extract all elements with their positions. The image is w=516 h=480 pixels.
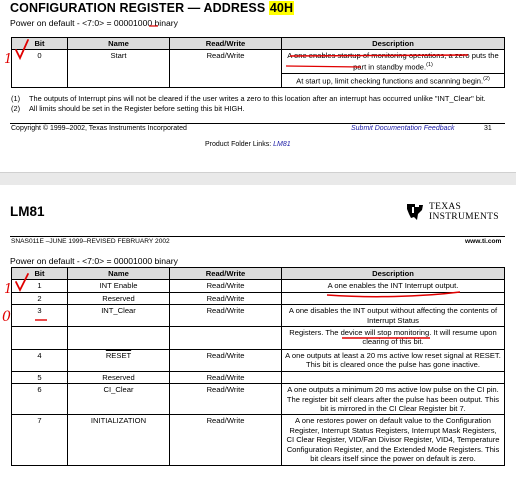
- cell-rw: Read/Write: [170, 305, 282, 327]
- table-row: [12, 280, 505, 292]
- header-rule: [10, 236, 505, 237]
- header-rw: Read/Write: [170, 38, 282, 50]
- cell-bit: 2: [12, 292, 68, 304]
- cell-rw: Read/Write: [170, 415, 282, 465]
- cell-description: [282, 371, 505, 383]
- ti-wordmark-line2: INSTRUMENTS: [429, 212, 499, 222]
- footnote-1: [11, 94, 501, 103]
- cell-description: Registers. The device will stop monitoring. It will resume upon clearing of this bit.: [282, 327, 505, 350]
- feedback-link[interactable]: Submit Documentation Feedback: [351, 125, 455, 132]
- ti-wordmark-line1: TEXAS: [429, 202, 462, 212]
- doc-id: SNAS011E –JUNE 1999–REVISED FEBRUARY 2002: [11, 238, 170, 245]
- handwritten-mark-bit0: 1: [4, 52, 13, 67]
- table-row: [12, 371, 505, 383]
- power-on-default: Power on default - <7:0> = 00001000 binary: [10, 256, 178, 266]
- cell-rw: Read/Write: [170, 384, 282, 415]
- header-rw: Read/Write: [170, 268, 282, 280]
- cell-name: [68, 280, 170, 292]
- footnotes: [11, 94, 501, 113]
- ti-logo-icon: [404, 201, 426, 223]
- register-title: [10, 1, 294, 15]
- footnote-num: (2): [11, 104, 21, 113]
- config-register-table-2: [11, 267, 505, 466]
- cell-bit: 5: [12, 371, 68, 383]
- table-row: [12, 50, 505, 73]
- description-text: At start up, limit checking functions and scanning begin.: [296, 76, 484, 86]
- part-number: LM81: [10, 204, 45, 219]
- description-text: A one enables startup of monitoring operations, a zero puts the part in standby mode.: [287, 51, 499, 72]
- cell-description: [282, 292, 505, 304]
- footnote-2: [11, 104, 501, 113]
- handwritten-mark-bit1: 1: [4, 282, 13, 297]
- table-row: [12, 415, 505, 465]
- config-register-table-1: [11, 37, 505, 88]
- cell-description: A one outputs a minimum 20 ms active low pulse on the CI pin. The register bit self clears after the pulse has been output. This bit is mirrored in the CI Clear Register bit 7.: [282, 384, 505, 415]
- header-name: Name: [68, 268, 170, 280]
- cell-name: Reserved: [68, 371, 170, 383]
- int-enable-name: INT Enable: [99, 281, 138, 291]
- product-folder-label: Product Folder Links:: [205, 141, 274, 148]
- table-header-row: [12, 268, 505, 280]
- cell-description: A one enables the INT Interrupt output.: [282, 280, 505, 292]
- header-description: Description: [282, 268, 505, 280]
- header-bit: Bit: [12, 38, 68, 50]
- product-folder-link[interactable]: LM81: [273, 141, 291, 148]
- cell-description: A one outputs at least a 20 ms active low reset signal at RESET. This bit is cleared once the pulse has gone inactive.: [282, 350, 505, 372]
- reset-name: RESET: [105, 351, 132, 361]
- handwritten-mark-bit3: 0: [2, 309, 11, 325]
- cell-rw: Read/Write: [170, 280, 282, 292]
- cell-rw: [170, 327, 282, 350]
- cell-bit: 7: [12, 415, 68, 465]
- page-number: 31: [484, 125, 492, 132]
- footnote-text: The outputs of Interrupt pins will not be cleared if the user writes a zero to this location after an interrupt has occurred unlike "INT_Clear" bit.: [29, 94, 486, 103]
- cell-description: [282, 50, 505, 73]
- header-name: Name: [68, 38, 170, 50]
- ti-wordmark: [429, 202, 499, 222]
- cell-name: [68, 350, 170, 372]
- cell-name: INT_Clear: [68, 305, 170, 327]
- cell-rw: Read/Write: [170, 50, 282, 87]
- header-description: Description: [282, 38, 505, 50]
- table-row: [12, 292, 505, 304]
- cell-description: A one disables the INT output without affecting the contents of Interrupt Status: [282, 305, 505, 327]
- cell-name: CI_Clear: [68, 384, 170, 415]
- cell-bit: [12, 327, 68, 350]
- register-address: 40H: [269, 1, 294, 15]
- table-row: [12, 384, 505, 415]
- page-separator: [0, 172, 516, 185]
- cell-bit: 1: [12, 280, 68, 292]
- table-header-row: [12, 38, 505, 50]
- cell-bit: 6: [12, 384, 68, 415]
- cell-name: [68, 327, 170, 350]
- cell-name: Reserved: [68, 292, 170, 304]
- footnote-ref: (1): [426, 61, 433, 68]
- footer-rule: [10, 123, 505, 124]
- cell-rw: Read/Write: [170, 350, 282, 372]
- table-row: [12, 350, 505, 372]
- cell-rw: Read/Write: [170, 371, 282, 383]
- cell-name: Start: [68, 50, 170, 87]
- footnote-text: All limits should be set in the Register before setting this bit HIGH.: [29, 104, 245, 113]
- ti-logo: [404, 200, 504, 226]
- cell-name: INITIALIZATION: [68, 415, 170, 465]
- cell-rw: Read/Write: [170, 292, 282, 304]
- header-bit: Bit: [12, 268, 68, 280]
- site-url[interactable]: www.ti.com: [465, 238, 502, 245]
- footnote-ref: (2): [483, 75, 490, 82]
- register-title-text: CONFIGURATION REGISTER — ADDRESS: [10, 1, 269, 15]
- footnote-num: (1): [11, 94, 21, 103]
- cell-bit: 3: [12, 305, 68, 327]
- copyright: Copyright © 1999–2002, Texas Instruments Incorporated: [11, 125, 187, 132]
- power-on-default: Power on default - <7:0> = 00001000 binary: [10, 18, 178, 28]
- table-row: [12, 305, 505, 327]
- cell-description: A one restores power on default value to the Configuration Register, Interrupt Status Registers, Interrupt Mask Registers, CI Clear Register, VID/Fan Divisor Register, VID4, Temperature Configuration Register, and the Extended Mode Registers. This bit clears itself since the power on default is zero.: [282, 415, 505, 465]
- cell-bit: 4: [12, 350, 68, 372]
- cell-bit: 0: [12, 50, 68, 87]
- product-folder: [205, 141, 291, 148]
- table-row: [12, 327, 505, 350]
- cell-description: [282, 73, 505, 87]
